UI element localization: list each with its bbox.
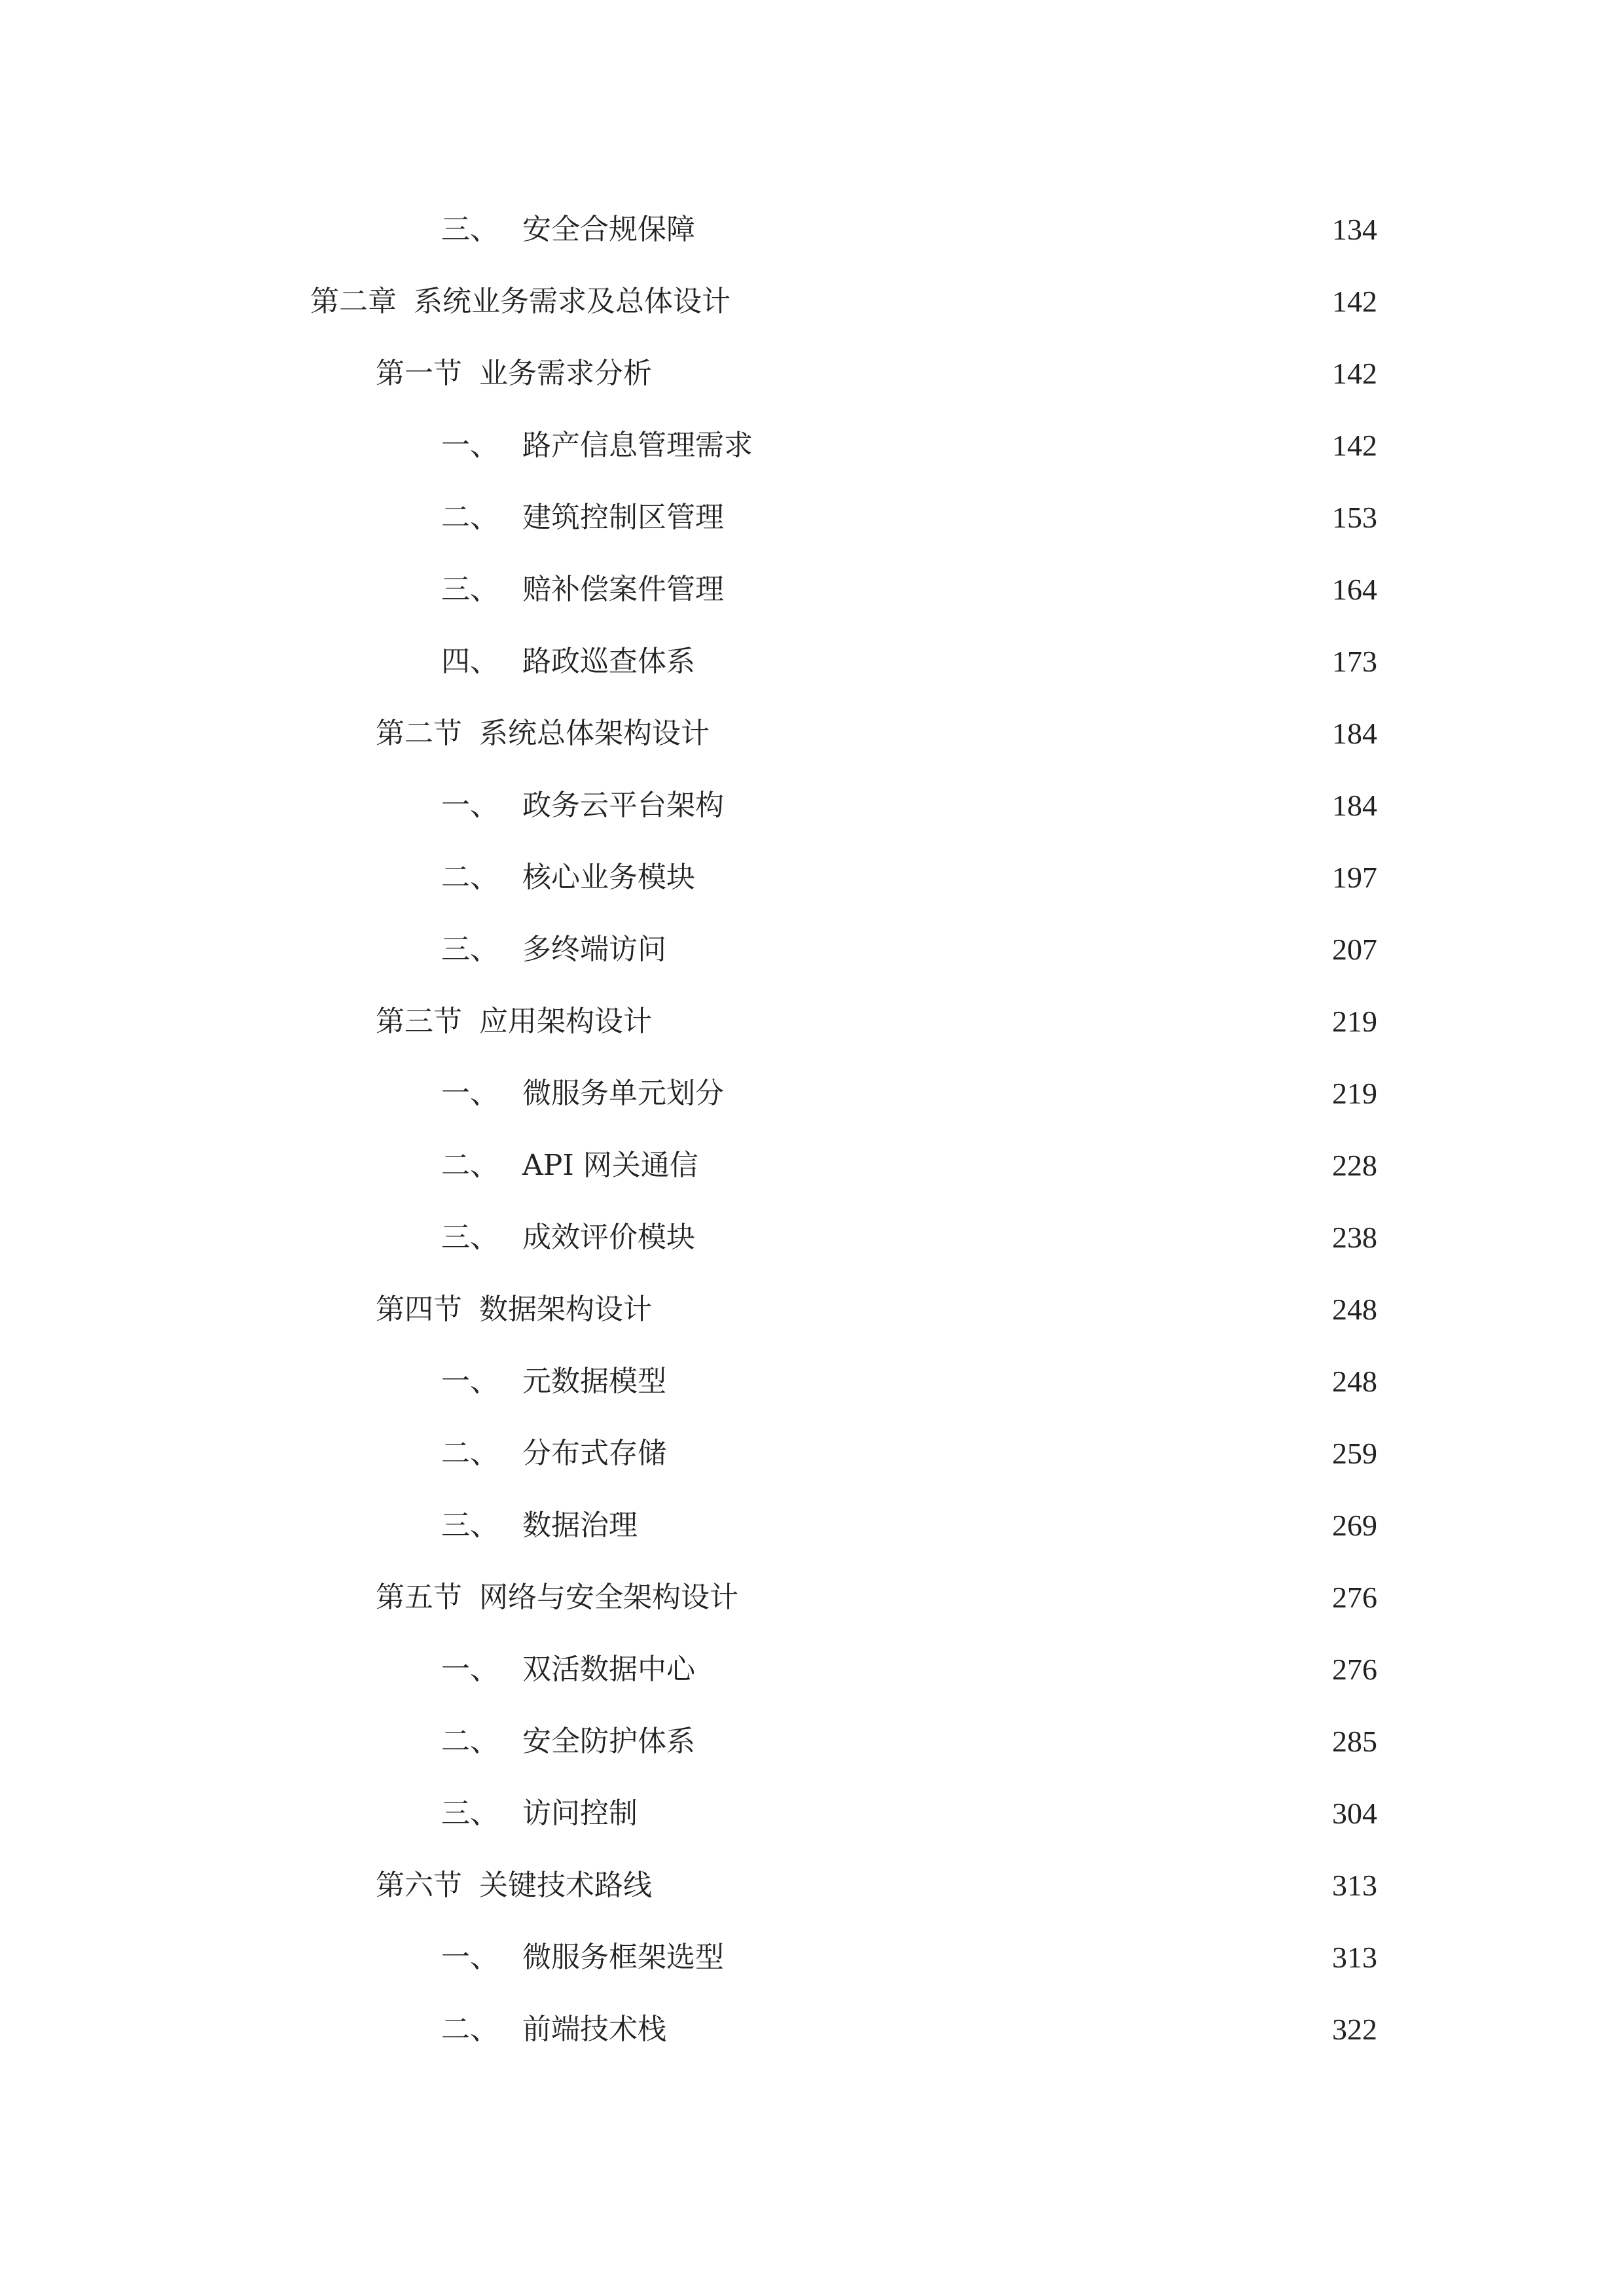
- toc-entry-title: 数据治理: [522, 1509, 638, 1542]
- dot-leader: [676, 1439, 1309, 1468]
- toc-entry-title: 赔补偿案件管理: [522, 573, 724, 606]
- toc-entry-page: 134: [1332, 213, 1377, 246]
- toc-entry-number: 一、: [441, 789, 499, 822]
- toc-entry-page: 285: [1332, 1725, 1377, 1758]
- toc-entry-page: 153: [1332, 501, 1377, 534]
- dot-leader: [704, 1223, 1309, 1252]
- toc-entry-number: 二、: [441, 861, 499, 894]
- dot-leader: [704, 215, 1309, 244]
- dot-leader: [733, 791, 1309, 820]
- toc-entry-page: 142: [1332, 285, 1377, 318]
- toc-entry-number: 三、: [441, 933, 499, 966]
- toc-entry-number: 第六节: [376, 1869, 462, 1902]
- toc-entry-number: 二、: [441, 1149, 499, 1182]
- toc-entry-number: 三、: [441, 1797, 499, 1830]
- toc-entry[interactable]: [0, 1922, 1624, 1994]
- toc-entry-page: 142: [1332, 357, 1377, 390]
- toc-entry-page: 248: [1332, 1365, 1377, 1398]
- toc-entry-title: 双活数据中心: [522, 1653, 695, 1686]
- toc-entry-title: 多终端访问: [522, 933, 666, 966]
- toc-entry[interactable]: [0, 770, 1624, 842]
- toc-entry-number: 一、: [441, 429, 499, 462]
- toc-entry-title: 成效评价模块: [522, 1221, 695, 1254]
- toc-entry-number: 第二章: [310, 285, 397, 318]
- toc-entry-title: 数据架构设计: [479, 1293, 652, 1326]
- toc-entry-title: 路政巡查体系: [522, 645, 695, 678]
- toc-entry[interactable]: [0, 1202, 1624, 1274]
- toc-entry[interactable]: [0, 482, 1624, 554]
- toc-entry-title: 安全防护体系: [522, 1725, 695, 1758]
- toc-entry-title: 业务需求分析: [479, 357, 652, 390]
- dot-leader: [676, 1367, 1309, 1396]
- dot-leader: [704, 863, 1309, 892]
- toc-entry-number: 一、: [441, 1653, 499, 1686]
- dot-leader: [704, 1727, 1309, 1756]
- toc-entry-number: 一、: [441, 1941, 499, 1974]
- toc-entry-number: 一、: [441, 1077, 499, 1110]
- toc-entry[interactable]: [0, 842, 1624, 914]
- dot-leader: [733, 1943, 1309, 1972]
- toc-entry-page: 248: [1332, 1293, 1377, 1326]
- toc-entry-title: 政务云平台架构: [522, 789, 724, 822]
- toc-entry-title: 前端技术栈: [522, 2013, 666, 2046]
- toc-entry[interactable]: [0, 1346, 1624, 1418]
- toc-entry-title: 系统总体架构设计: [479, 717, 710, 750]
- dot-leader: [676, 2015, 1309, 2044]
- toc-entry-title: 路产信息管理需求: [522, 429, 753, 462]
- toc-entry-title: 分布式存储: [522, 1437, 666, 1470]
- toc-section-entry[interactable]: [0, 698, 1624, 770]
- toc-entry[interactable]: [0, 1058, 1624, 1130]
- toc-section-entry[interactable]: [0, 1850, 1624, 1922]
- toc-section-entry[interactable]: [0, 1274, 1624, 1346]
- toc-entry-title: 微服务单元划分: [522, 1077, 724, 1110]
- toc-entry-title: 安全合规保障: [522, 213, 695, 246]
- toc-entry-number: 二、: [441, 1437, 499, 1470]
- dot-leader: [762, 431, 1309, 460]
- toc-section-entry[interactable]: [0, 986, 1624, 1058]
- toc-entry-title: 关键技术路线: [479, 1869, 652, 1902]
- toc-entry-page: 219: [1332, 1005, 1377, 1038]
- toc-entry-title: 元数据模型: [522, 1365, 666, 1398]
- toc-entry-page: 164: [1332, 573, 1377, 606]
- dot-leader: [661, 1007, 1309, 1036]
- toc-entry-number: 二、: [441, 1725, 499, 1758]
- toc-entry[interactable]: [0, 1490, 1624, 1562]
- dot-leader: [647, 1511, 1309, 1540]
- toc-entry-page: 184: [1332, 717, 1377, 750]
- toc-section-entry[interactable]: [0, 1562, 1624, 1634]
- toc-entry-number: 二、: [441, 501, 499, 534]
- toc-entry-title: 应用架构设计: [479, 1005, 652, 1038]
- dot-leader: [661, 1871, 1309, 1900]
- toc-entry[interactable]: [0, 1418, 1624, 1490]
- toc-entry-number: 四、: [441, 645, 499, 678]
- toc-entry[interactable]: [0, 554, 1624, 626]
- toc-entry[interactable]: [0, 194, 1624, 266]
- toc-entry-page: 173: [1332, 645, 1377, 678]
- dot-leader: [740, 287, 1309, 316]
- toc-entry-number: 一、: [441, 1365, 499, 1398]
- toc-entry-page: 197: [1332, 861, 1377, 894]
- toc-entry-number: 三、: [441, 1509, 499, 1542]
- dot-leader: [719, 719, 1309, 748]
- toc-entry-page: 304: [1332, 1797, 1377, 1830]
- toc-entry-title: 核心业务模块: [522, 861, 695, 894]
- toc-entry[interactable]: [0, 1706, 1624, 1778]
- dot-leader: [708, 1151, 1309, 1180]
- dot-leader: [661, 1295, 1309, 1324]
- table-of-contents: [0, 194, 1624, 2066]
- toc-entry-page: 276: [1332, 1653, 1377, 1686]
- dot-leader: [733, 503, 1309, 532]
- toc-entry[interactable]: [0, 1130, 1624, 1202]
- toc-entry-page: 322: [1332, 2013, 1377, 2046]
- toc-entry[interactable]: [0, 1634, 1624, 1706]
- toc-entry-number: 三、: [441, 213, 499, 246]
- toc-entry-number: 第五节: [376, 1581, 462, 1614]
- toc-entry-page: 259: [1332, 1437, 1377, 1470]
- dot-leader: [704, 1655, 1309, 1684]
- toc-entry-page: 207: [1332, 933, 1377, 966]
- toc-entry[interactable]: [0, 410, 1624, 482]
- toc-entry-number: 二、: [441, 2013, 499, 2046]
- toc-entry-title: 系统业务需求及总体设计: [414, 285, 731, 318]
- toc-entry-title: 网络与安全架构设计: [479, 1581, 738, 1614]
- toc-entry-page: 219: [1332, 1077, 1377, 1110]
- toc-entry-number: 第三节: [376, 1005, 462, 1038]
- dot-leader: [733, 1079, 1309, 1108]
- toc-entry-page: 269: [1332, 1509, 1377, 1542]
- toc-entry-number: 第四节: [376, 1293, 462, 1326]
- toc-entry-page: 276: [1332, 1581, 1377, 1614]
- toc-entry-page: 313: [1332, 1869, 1377, 1902]
- dot-leader: [661, 359, 1309, 388]
- toc-entry-number: 三、: [441, 1221, 499, 1254]
- toc-entry-page: 184: [1332, 789, 1377, 822]
- toc-entry-page: 228: [1332, 1149, 1377, 1182]
- toc-entry[interactable]: [0, 1994, 1624, 2066]
- toc-entry-title: 建筑控制区管理: [522, 501, 724, 534]
- toc-entry-title: 访问控制: [522, 1797, 638, 1830]
- toc-section-entry[interactable]: [0, 338, 1624, 410]
- dot-leader: [676, 935, 1309, 964]
- toc-entry-title: API 网关通信: [522, 1149, 698, 1182]
- toc-entry-number: 第二节: [376, 717, 462, 750]
- toc-entry-page: 142: [1332, 429, 1377, 462]
- toc-entry[interactable]: [0, 1778, 1624, 1850]
- toc-chapter-entry[interactable]: [0, 266, 1624, 338]
- dot-leader: [733, 575, 1309, 604]
- toc-entry[interactable]: [0, 626, 1624, 698]
- toc-entry-title: 微服务框架选型: [522, 1941, 724, 1974]
- toc-entry-page: 238: [1332, 1221, 1377, 1254]
- dot-leader: [647, 1799, 1309, 1828]
- dot-leader: [704, 647, 1309, 676]
- toc-entry-number: 三、: [441, 573, 499, 606]
- dot-leader: [748, 1583, 1309, 1612]
- toc-entry-number: 第一节: [376, 357, 462, 390]
- toc-entry[interactable]: [0, 914, 1624, 986]
- toc-entry-page: 313: [1332, 1941, 1377, 1974]
